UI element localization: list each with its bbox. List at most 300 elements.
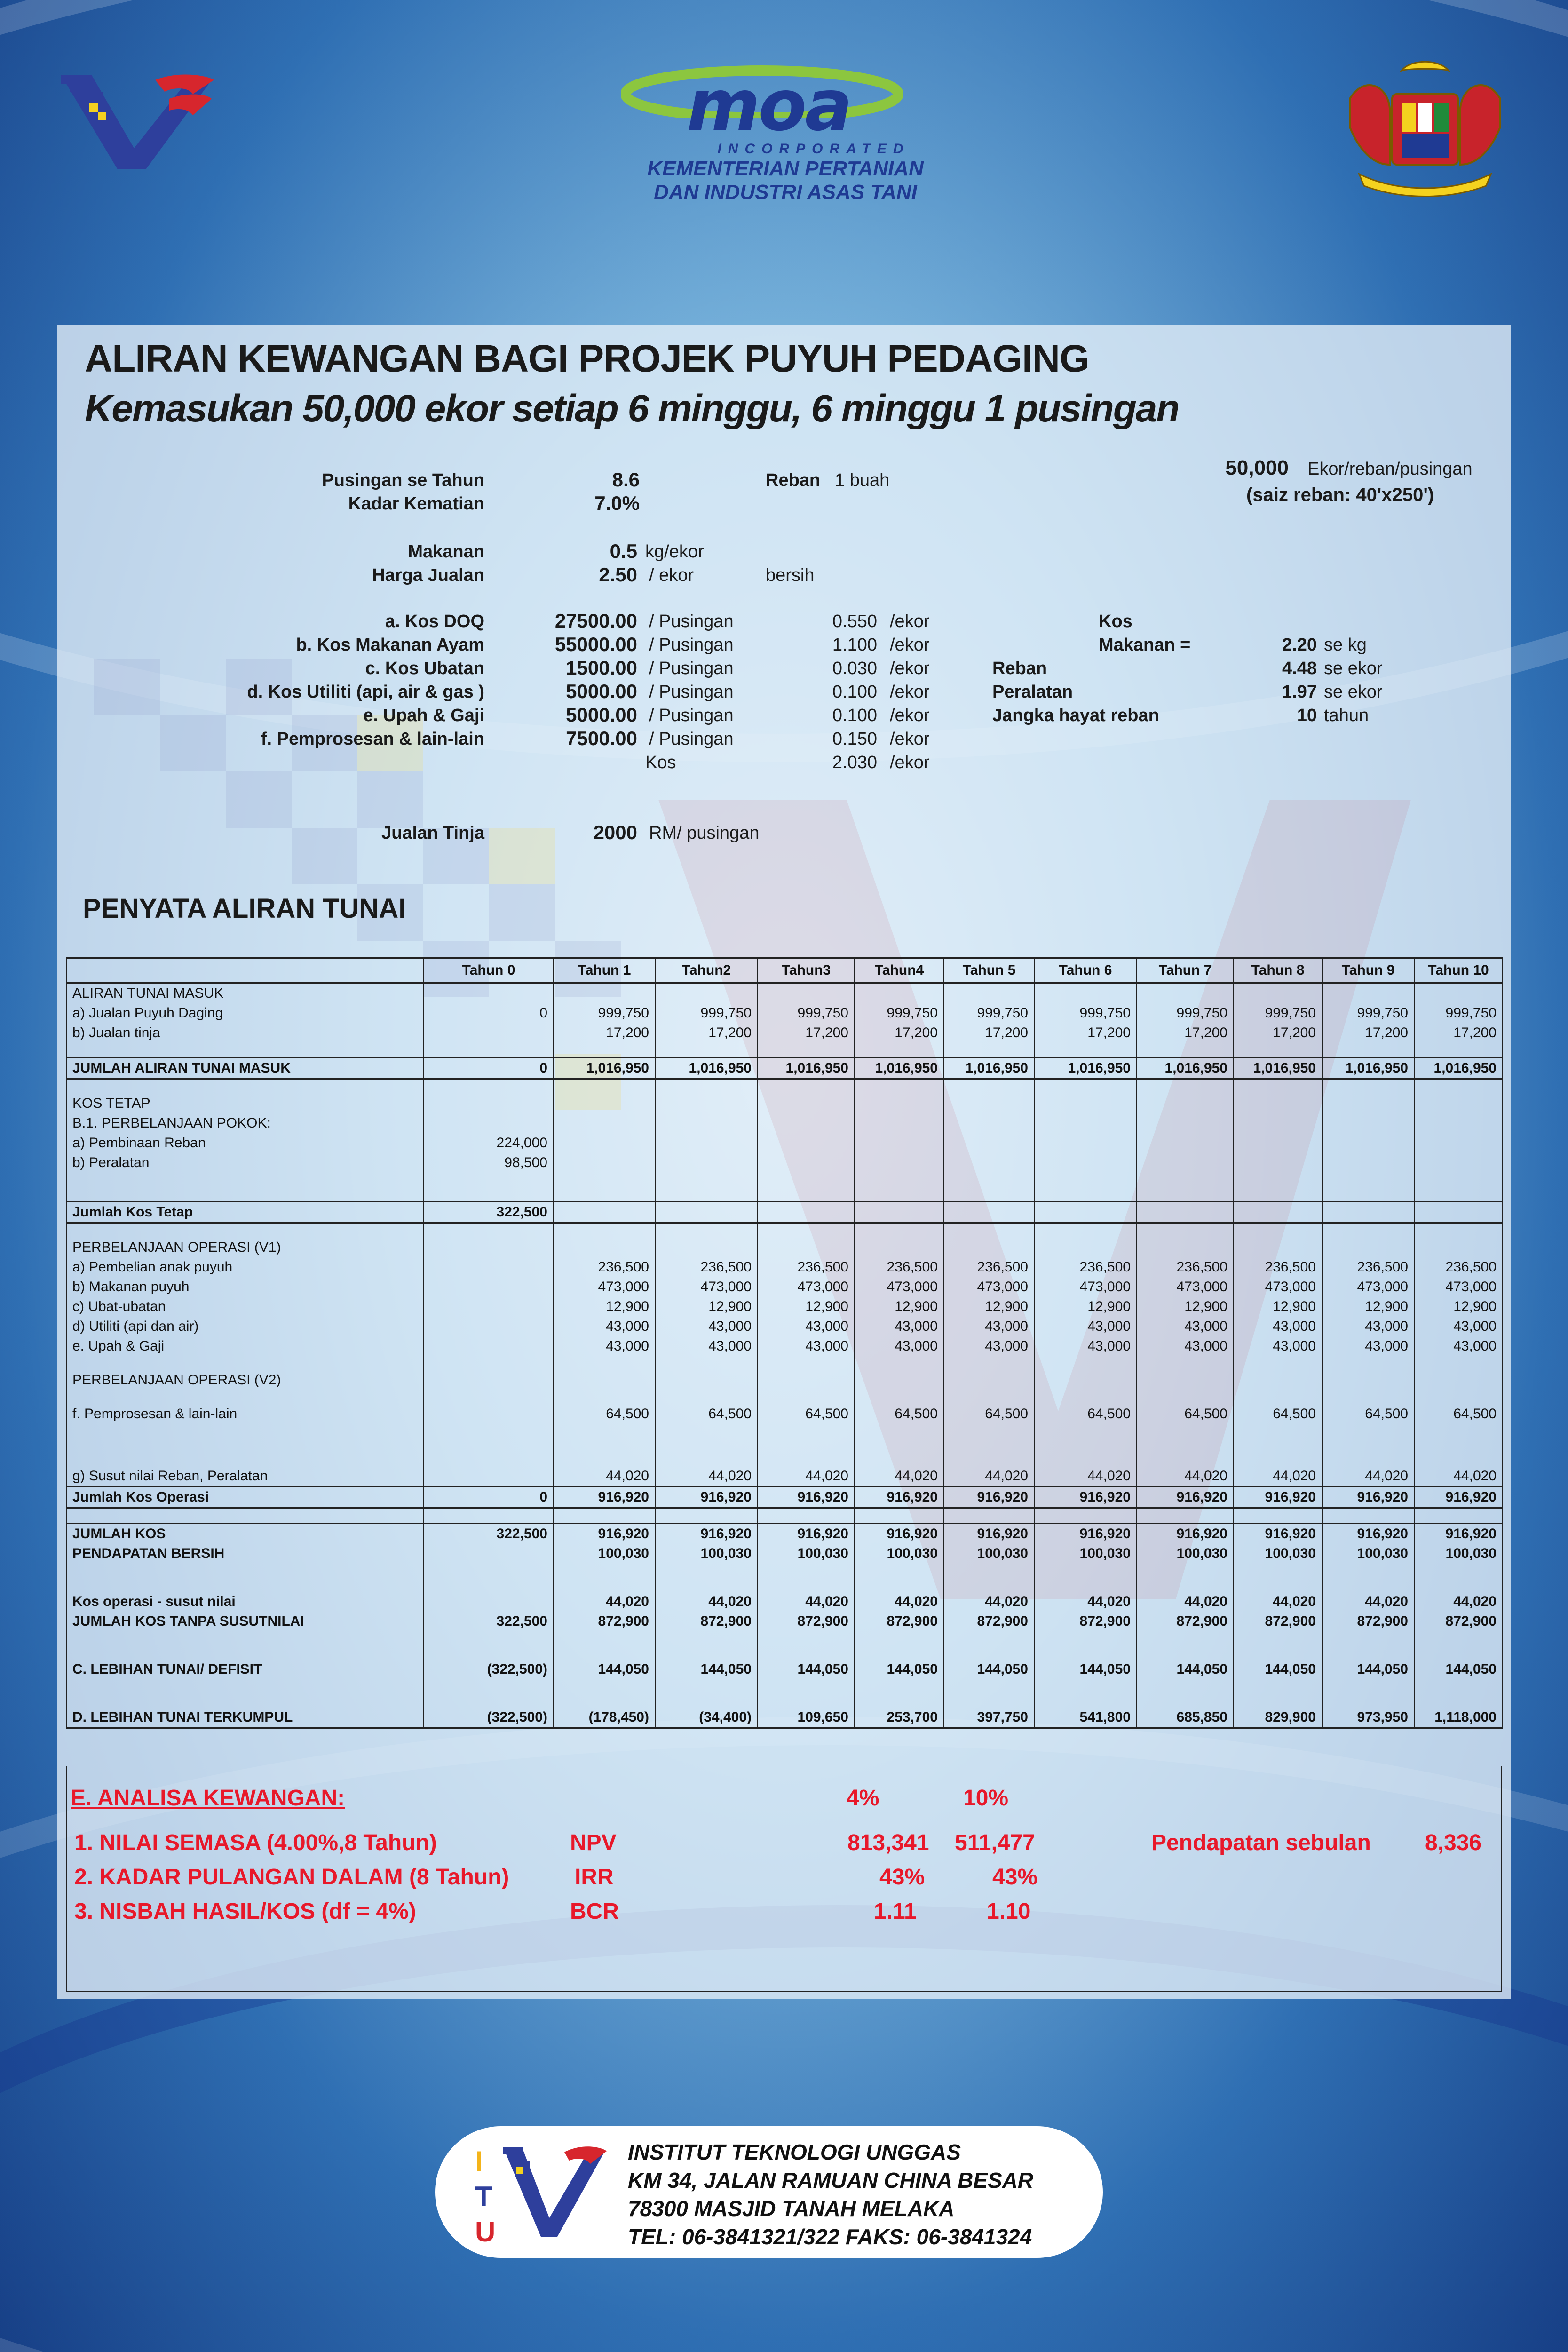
table-cell [424, 1508, 554, 1524]
table-spacer-row [66, 1452, 1503, 1466]
table-cell [1414, 1202, 1503, 1223]
column-header: Tahun4 [855, 958, 944, 983]
right-peralatan-value: 1.97 [1282, 682, 1317, 702]
table-cell [424, 1043, 554, 1058]
table-cell: 916,920 [554, 1487, 655, 1508]
row-label: e. Upah & Gaji [66, 1336, 424, 1356]
table-cell [758, 1238, 855, 1257]
row-label: Jumlah Kos Operasi [66, 1487, 424, 1508]
row-label: a) Pembinaan Reban [66, 1133, 424, 1153]
table-cell: 916,920 [855, 1524, 944, 1544]
table-cell [855, 1238, 944, 1257]
right-reban-value: 4.48 [1282, 659, 1317, 678]
table-cell [1414, 1564, 1503, 1592]
harga-unit: / ekor [649, 565, 694, 585]
table-cell [758, 1564, 855, 1592]
table-cell: 999,750 [758, 1003, 855, 1023]
table-cell: 999,750 [855, 1003, 944, 1023]
saiz-reban: (saiz reban: 40'x250') [1246, 485, 1434, 505]
table-cell: 236,500 [855, 1257, 944, 1277]
table-spacer-row [66, 1631, 1503, 1660]
header [0, 0, 1568, 292]
makanan-label: Makanan [408, 542, 484, 562]
table-cell: 144,050 [1137, 1660, 1234, 1679]
table-cell [855, 1079, 944, 1094]
table-cell: 64,500 [554, 1404, 655, 1424]
table-cell [424, 1370, 554, 1390]
table-cell: 397,750 [944, 1708, 1034, 1728]
table-cell: 17,200 [1137, 1023, 1234, 1043]
cost-value: 5000.00 [566, 680, 637, 702]
table-cell: 144,050 [1322, 1660, 1414, 1679]
table-cell: 916,920 [1137, 1524, 1234, 1544]
table-cell: 43,000 [1414, 1317, 1503, 1336]
table-cell [66, 1424, 424, 1452]
table-cell: 44,020 [944, 1466, 1034, 1487]
table-cell [1322, 1173, 1414, 1202]
table-cell [66, 1452, 424, 1466]
table-cell [424, 1023, 554, 1043]
table-cell: 43,000 [944, 1336, 1034, 1356]
table-cell [855, 1133, 944, 1153]
table-cell: 12,900 [655, 1297, 758, 1317]
table-spacer-row [66, 1043, 1503, 1058]
footer-line-1: INSTITUT TEKNOLOGI UNGGAS [628, 2140, 961, 2164]
row-label: b) Jualan tinja [66, 1023, 424, 1043]
cost-value: 7500.00 [566, 727, 637, 749]
table-cell [1322, 1223, 1414, 1238]
table-cell [655, 1153, 758, 1173]
table-cell: 12,900 [1414, 1297, 1503, 1317]
table-cell: 43,000 [1137, 1336, 1234, 1356]
table-cell [1322, 1390, 1414, 1404]
pusingan-label: Pusingan se Tahun [322, 470, 484, 490]
cost-per-unit: /ekor [890, 729, 930, 749]
table-row [66, 1524, 1503, 1544]
table-cell: 44,020 [1322, 1466, 1414, 1487]
table-cell [66, 1356, 424, 1370]
table-row [66, 1370, 1503, 1390]
table-cell [1034, 1631, 1137, 1660]
table-body [66, 983, 1503, 1728]
table-cell [1414, 1113, 1503, 1133]
table-cell [554, 1424, 655, 1452]
table-cell [424, 1592, 554, 1612]
row-label: a) Pembelian anak puyuh [66, 1257, 424, 1277]
table-cell [1322, 1631, 1414, 1660]
table-cell [1322, 1356, 1414, 1370]
table-cell [944, 1564, 1034, 1592]
table-cell [1322, 1043, 1414, 1058]
table-cell [1034, 1679, 1137, 1708]
table-cell: 100,030 [758, 1544, 855, 1564]
table-cell [944, 1679, 1034, 1708]
table-cell: 473,000 [1034, 1277, 1137, 1297]
table-cell: 12,900 [1137, 1297, 1234, 1317]
table-cell [1414, 1079, 1503, 1094]
row-label: PERBELANJAAN OPERASI (V2) [66, 1370, 424, 1390]
table-cell [1414, 1094, 1503, 1113]
table-cell: 999,750 [1322, 1003, 1414, 1023]
table-cell: 916,920 [655, 1524, 758, 1544]
table-cell: 872,900 [1322, 1612, 1414, 1631]
table-cell: 872,900 [1137, 1612, 1234, 1631]
table-cell: 872,900 [944, 1612, 1034, 1631]
table-spacer-row [66, 1564, 1503, 1592]
table-spacer-row [66, 1223, 1503, 1238]
table-cell [758, 1452, 855, 1466]
kematian-value: 7.0% [594, 492, 640, 514]
table-cell: 44,020 [1137, 1592, 1234, 1612]
cost-value: 55000.00 [554, 633, 637, 655]
table-cell [424, 1336, 554, 1356]
table-cell [758, 1424, 855, 1452]
harga-note: bersih [766, 565, 815, 585]
table-cell [655, 983, 758, 1004]
table-cell: 473,000 [1137, 1277, 1234, 1297]
table-cell: 1,016,950 [1234, 1058, 1322, 1079]
table-cell: 1,016,950 [1414, 1058, 1503, 1079]
capacity-unit: Ekor/reban/pusingan [1307, 459, 1473, 479]
table-cell: 829,900 [1234, 1708, 1322, 1728]
table-cell [554, 1370, 655, 1390]
cost-value: 1500.00 [566, 657, 637, 679]
checkered-v-logo-icon [52, 66, 221, 179]
table-cell: 44,020 [855, 1466, 944, 1487]
table-spacer-row [66, 1079, 1503, 1094]
table-cell: 44,020 [655, 1592, 758, 1612]
table-cell [1322, 1424, 1414, 1452]
table-cell [1034, 1452, 1137, 1466]
moa-wordmark: moa [687, 65, 851, 147]
table-cell [66, 1508, 424, 1524]
table-cell [424, 1094, 554, 1113]
table-cell: 236,500 [1414, 1257, 1503, 1277]
table-cell [1137, 1094, 1234, 1113]
table-header-row [66, 958, 1503, 983]
table-cell [1034, 1564, 1137, 1592]
moa-logo [621, 65, 950, 226]
table-cell [855, 1452, 944, 1466]
row-label: Kos operasi - susut nilai [66, 1592, 424, 1612]
kos-total-value: 2.030 [832, 753, 877, 772]
table-cell [554, 1223, 655, 1238]
analysis-rate-2: 10% [963, 1786, 1009, 1811]
table-cell: 144,050 [554, 1660, 655, 1679]
column-header: Tahun 0 [424, 958, 554, 983]
table-cell: 17,200 [758, 1023, 855, 1043]
right-kos-label: Kos [1099, 612, 1132, 631]
table-cell [1322, 1564, 1414, 1592]
table-cell [758, 1133, 855, 1153]
table-cell: 916,920 [758, 1487, 855, 1508]
table-cell [1322, 1508, 1414, 1524]
table-cell: 43,000 [758, 1336, 855, 1356]
analysis-title: E. ANALISA KEWANGAN: [71, 1786, 345, 1811]
table-cell [424, 1317, 554, 1336]
cost-per-ekor: 1.100 [832, 635, 877, 655]
table-cell [944, 1370, 1034, 1390]
cash-flow-table [66, 957, 1503, 1729]
table-cell: 473,000 [655, 1277, 758, 1297]
cost-label: f. Pemprosesan & lain-lain [261, 729, 484, 749]
table-cell [1034, 1113, 1137, 1133]
table-cell: 916,920 [1234, 1487, 1322, 1508]
table-cell [66, 1173, 424, 1202]
table-cell [424, 1297, 554, 1317]
table-cell [1137, 1223, 1234, 1238]
table-cell: 100,030 [655, 1544, 758, 1564]
npv-key: NPV [570, 1830, 617, 1855]
table-cell: 236,500 [1234, 1257, 1322, 1277]
cost-label: a. Kos DOQ [385, 612, 484, 631]
table-cell: 1,118,000 [1414, 1708, 1503, 1728]
table-cell: 999,750 [1034, 1003, 1137, 1023]
table-cell [1234, 1424, 1322, 1452]
table-cell [944, 1223, 1034, 1238]
column-header: Tahun 7 [1137, 958, 1234, 983]
table-cell [554, 1452, 655, 1466]
table-cell [1137, 1508, 1234, 1524]
cost-value: 5000.00 [566, 704, 637, 726]
table-cell [424, 1173, 554, 1202]
table-cell [944, 1153, 1034, 1173]
table-cell [424, 1631, 554, 1660]
table-cell: 100,030 [855, 1544, 944, 1564]
table-cell [855, 1370, 944, 1390]
table-cell [1034, 1424, 1137, 1452]
tinja-value: 2000 [593, 821, 637, 843]
table-cell [758, 1113, 855, 1133]
table-cell: 44,020 [855, 1592, 944, 1612]
table-cell: 64,500 [944, 1404, 1034, 1424]
table-cell [66, 1223, 424, 1238]
table-cell [655, 1094, 758, 1113]
table-cell: 1,016,950 [758, 1058, 855, 1079]
column-header: Tahun3 [758, 958, 855, 983]
cost-per-unit: /ekor [890, 659, 930, 678]
table-cell [554, 1094, 655, 1113]
table-cell [1414, 1631, 1503, 1660]
table-cell [655, 1202, 758, 1223]
table-cell: 64,500 [1322, 1404, 1414, 1424]
table-cell [1137, 1202, 1234, 1223]
kos-total-unit: /ekor [890, 753, 930, 772]
table-cell [554, 1133, 655, 1153]
table-cell: 916,920 [1322, 1524, 1414, 1544]
table-cell [66, 1679, 424, 1708]
table-cell: 322,500 [424, 1202, 554, 1223]
table-cell: 916,920 [758, 1524, 855, 1544]
table-cell [554, 1508, 655, 1524]
table-cell: 100,030 [1234, 1544, 1322, 1564]
page-title: ALIRAN KEWANGAN BAGI PROJEK PUYUH PEDAGING [85, 337, 1089, 380]
table-cell [424, 1679, 554, 1708]
table-row [66, 983, 1503, 1004]
table-row [66, 1708, 1503, 1728]
row-label: c) Ubat-ubatan [66, 1297, 424, 1317]
table-cell: 17,200 [1322, 1023, 1414, 1043]
column-header: Tahun2 [655, 958, 758, 983]
cost-unit: / Pusingan [649, 682, 734, 702]
cost-label: d. Kos Utiliti (api, air & gas ) [247, 682, 484, 702]
cost-label: c. Kos Ubatan [365, 659, 484, 678]
table-cell [1137, 1424, 1234, 1452]
row-label: JUMLAH KOS TANPA SUSUTNILAI [66, 1612, 424, 1631]
row-label: g) Susut nilai Reban, Peralatan [66, 1466, 424, 1487]
table-cell [944, 1631, 1034, 1660]
table-cell [758, 1153, 855, 1173]
table-cell: 916,920 [944, 1524, 1034, 1544]
column-header: Tahun 6 [1034, 958, 1137, 983]
table-cell [66, 1390, 424, 1404]
table-cell [1234, 1223, 1322, 1238]
table-cell [1414, 1043, 1503, 1058]
table-row [66, 1094, 1503, 1113]
table-cell [1234, 1238, 1322, 1257]
table-cell [554, 1631, 655, 1660]
table-cell [1137, 1679, 1234, 1708]
table-cell [855, 983, 944, 1004]
table-cell [424, 1079, 554, 1094]
table-row [66, 1317, 1503, 1336]
table-cell [424, 1390, 554, 1404]
table-cell: 916,920 [1234, 1524, 1322, 1544]
table-cell [655, 1424, 758, 1452]
row-label: ALIRAN TUNAI MASUK [66, 983, 424, 1004]
table-cell [1034, 1153, 1137, 1173]
table-cell: 44,020 [944, 1592, 1034, 1612]
right-hayat-value: 10 [1297, 706, 1317, 725]
right-makanan-unit: se kg [1324, 635, 1367, 655]
table-cell: 98,500 [424, 1153, 554, 1173]
table-cell [1414, 1133, 1503, 1153]
table-cell: 999,750 [944, 1003, 1034, 1023]
malaysia-coat-of-arms-icon [1331, 56, 1519, 207]
table-cell: 17,200 [855, 1023, 944, 1043]
table-cell [855, 1173, 944, 1202]
table-cell [1034, 1202, 1137, 1223]
table-cell [1322, 1679, 1414, 1708]
table-cell [1414, 1356, 1503, 1370]
row-label: d) Utiliti (api dan air) [66, 1317, 424, 1336]
tinja-unit: RM/ pusingan [649, 823, 760, 843]
table-cell: 17,200 [1414, 1023, 1503, 1043]
table-cell [1414, 1370, 1503, 1390]
table-cell: 322,500 [424, 1524, 554, 1544]
table-cell: 999,750 [554, 1003, 655, 1023]
table-cell [944, 1424, 1034, 1452]
table-cell [758, 1508, 855, 1524]
table-cell [1414, 1173, 1503, 1202]
table-cell: 236,500 [944, 1257, 1034, 1277]
table-cell [1234, 983, 1322, 1004]
table-cell: 236,500 [758, 1257, 855, 1277]
table-cell: 100,030 [944, 1544, 1034, 1564]
table-cell: 1,016,950 [1322, 1058, 1414, 1079]
table-cell: 12,900 [1322, 1297, 1414, 1317]
table-cell [424, 983, 554, 1004]
cost-per-unit: /ekor [890, 635, 930, 655]
column-header [66, 958, 424, 983]
table-cell: 43,000 [944, 1317, 1034, 1336]
table-cell: 64,500 [1137, 1404, 1234, 1424]
table-cell [1234, 1202, 1322, 1223]
table-cell [758, 1390, 855, 1404]
table-cell [554, 1202, 655, 1223]
table-cell: 44,020 [554, 1592, 655, 1612]
table-cell: 12,900 [944, 1297, 1034, 1317]
table-cell: 0 [424, 1058, 554, 1079]
table-row [66, 1058, 1503, 1079]
row-label: B.1. PERBELANJAAN POKOK: [66, 1113, 424, 1133]
table-cell [655, 1631, 758, 1660]
table-cell [855, 1202, 944, 1223]
table-row [66, 1336, 1503, 1356]
table-cell [758, 1079, 855, 1094]
harga-label: Harga Jualan [372, 565, 484, 585]
table-cell: 253,700 [855, 1708, 944, 1728]
table-cell [655, 1079, 758, 1094]
table-cell: 64,500 [855, 1404, 944, 1424]
table-cell: 44,020 [1234, 1466, 1322, 1487]
table-cell: 916,920 [554, 1524, 655, 1544]
table-cell [655, 1043, 758, 1058]
table-cell [1234, 1679, 1322, 1708]
table-cell: 12,900 [1234, 1297, 1322, 1317]
table-cell: 872,900 [1034, 1612, 1137, 1631]
table-cell: 43,000 [1234, 1336, 1322, 1356]
column-header: Tahun 1 [554, 958, 655, 983]
table-cell [655, 1508, 758, 1524]
table-cell [1234, 1153, 1322, 1173]
table-cell: 872,900 [655, 1612, 758, 1631]
table-cell [758, 1094, 855, 1113]
table-cell: 12,900 [554, 1297, 655, 1317]
table-cell [855, 1043, 944, 1058]
ministry-line-1: KEMENTERIAN PERTANIAN [647, 157, 924, 180]
table-cell [1322, 983, 1414, 1004]
table-cell: 1,016,950 [944, 1058, 1034, 1079]
table-cell [1414, 1238, 1503, 1257]
table-cell: 144,050 [758, 1660, 855, 1679]
table-cell [855, 1631, 944, 1660]
cost-label: b. Kos Makanan Ayam [296, 635, 484, 655]
ministry-line-2: DAN INDUSTRI ASAS TANI [654, 181, 917, 204]
table-cell: 999,750 [1137, 1003, 1234, 1023]
table-cell: 43,000 [1414, 1336, 1503, 1356]
footer-line-4: TEL: 06-3841321/322 FAKS: 06-3841324 [628, 2225, 1032, 2249]
table-cell [1322, 1370, 1414, 1390]
table-cell: 916,920 [1414, 1524, 1503, 1544]
table-cell [66, 1079, 424, 1094]
kematian-label: Kadar Kematian [348, 494, 484, 514]
table-cell: 916,920 [1137, 1487, 1234, 1508]
itu-logo-icon [470, 2138, 607, 2246]
table-cell [1322, 1238, 1414, 1257]
table-cell: 64,500 [758, 1404, 855, 1424]
table-cell [1137, 1631, 1234, 1660]
table-cell [1414, 1508, 1503, 1524]
table-cell: 685,850 [1137, 1708, 1234, 1728]
column-header: Tahun 9 [1322, 958, 1414, 983]
table-cell [655, 1679, 758, 1708]
table-cell [758, 1370, 855, 1390]
table-cell: 1,016,950 [1137, 1058, 1234, 1079]
table-cell [1414, 1452, 1503, 1466]
table-cell [855, 1424, 944, 1452]
npv-value-1: 813,341 [847, 1830, 929, 1855]
